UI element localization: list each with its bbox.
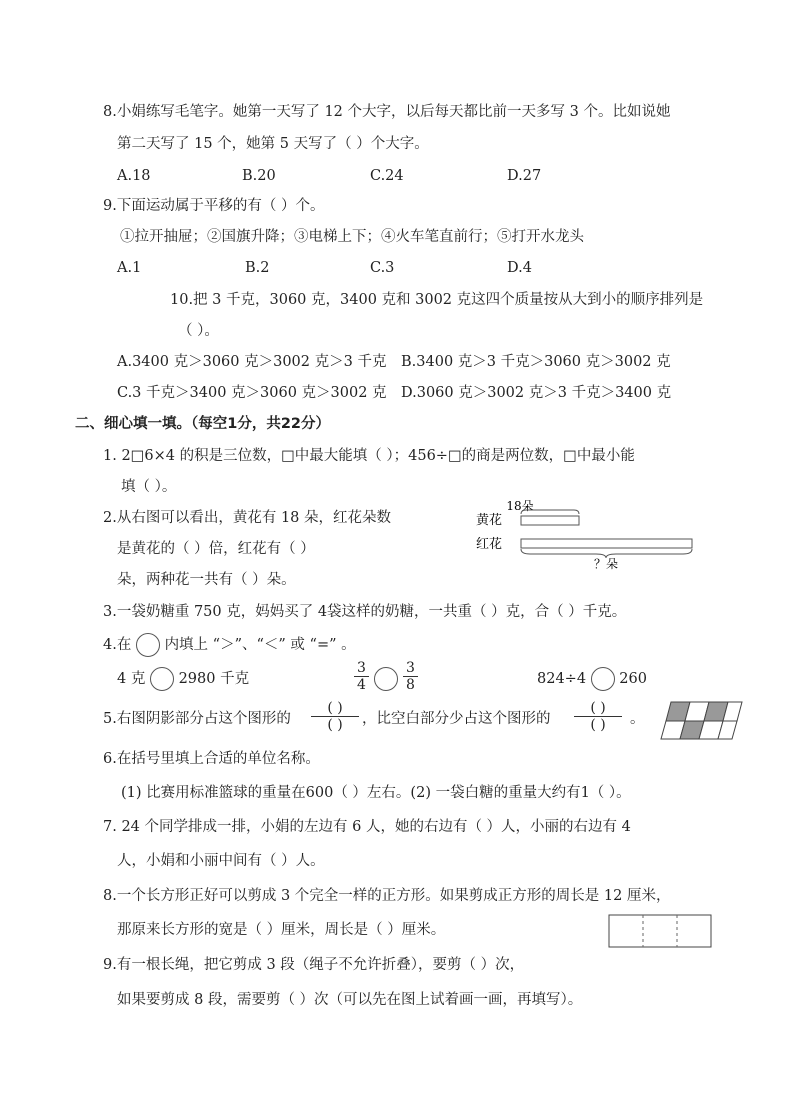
flower-segment-diagram: [470, 494, 700, 574]
f8-line2: 那原来长方形的宽是（ ）厘米，周长是（ ）厘米。: [117, 922, 446, 938]
f5-blank-1[interactable]: [311, 700, 359, 733]
q8-option-a: A.18: [117, 168, 151, 184]
q10-option-a: A.3400 克＞3060 克＞3002 克＞3 千克: [117, 354, 387, 370]
diagram-18-label: 18朵: [506, 499, 534, 513]
q9-option-a: A.1: [117, 260, 142, 276]
f4-prefix: 4.在: [103, 637, 132, 653]
q10-line2: （ ）。: [178, 323, 219, 339]
q8-option-c: C.24: [370, 168, 404, 184]
frac-right-num: 3: [403, 660, 418, 677]
q10-line1: 10.把 3 千克，3060 克，3400 克和 3002 克这四个质量按从大到小的顺序排列是: [170, 292, 704, 308]
f4-instruction: 内填上 “＞”、“＜” 或 “=” 。: [164, 637, 356, 653]
f1-line1: 1. 2□6×4 的积是三位数，□中最大能填（ ）；456÷□的商是两位数，□中最小能: [103, 448, 635, 464]
q10-option-b: B.3400 克＞3 千克＞3060 克＞3002 克: [401, 354, 671, 370]
q9-option-d: D.4: [507, 260, 532, 276]
compare-circle-3[interactable]: [591, 667, 615, 691]
q8-line1: 8.小娟练写毛笔字。她第一天写了 12 个大字，以后每天都比前一天多写 3 个。比如说她: [103, 104, 671, 120]
f7-line2: 人，小娟和小丽中间有（ ）人。: [117, 853, 325, 869]
q9-option-b: B.2: [245, 260, 270, 276]
f4-line1: [103, 633, 356, 657]
f8-line1: 8.一个长方形正好可以剪成 3 个完全一样的正方形。如果剪成正方形的周长是 12 厘米，: [103, 888, 671, 904]
diagram-question-label: ？朵: [593, 557, 619, 571]
compare-circle-1[interactable]: [150, 667, 174, 691]
q9-line2: ①拉开抽屉；②国旗升降；③电梯上下；④火车笔直前行；⑤打开水龙头: [120, 229, 584, 245]
f7-line1: 7. 24 个同学排成一排，小娟的左边有 6 人，她的右边有（ ）人，小丽的右边有 4: [103, 819, 631, 835]
rectangle-three-squares: [608, 914, 714, 950]
red-bar: [521, 539, 692, 548]
f5-blank-1-top: ( ): [311, 700, 359, 717]
diagram-yellow-label: 黄花: [476, 513, 503, 528]
q8-line2: 第二天写了 15 个，她第 5 天写了（ ）个大字。: [117, 136, 429, 152]
diagram-red-label: 红花: [476, 537, 503, 552]
f4-item3-left: 824÷4: [537, 671, 587, 687]
f9-line2: 如果要剪成 8 段，需要剪（ ）次（可以先在图上试着画一画，再填写）。: [117, 992, 583, 1008]
f5-blank-1-bot: ( ): [327, 717, 343, 733]
f4-item3-right: 260: [619, 671, 647, 687]
q9-option-c: C.3: [370, 260, 395, 276]
f2-line3: 朵，两种花一共有（ ）朵。: [117, 572, 296, 588]
f4-frac-left: [354, 660, 369, 693]
rectangle-outline: [609, 915, 711, 947]
f2-line1: 2.从右图可以看出，黄花有 18 朵，红花朵数: [103, 510, 392, 526]
f5-blank-2[interactable]: [574, 700, 622, 733]
q10-option-c: C.3 千克＞3400 克＞3060 克＞3002 克: [117, 385, 387, 401]
f2-line2: 是黄花的（ ）倍，红花有（ ）: [117, 541, 315, 557]
q8-option-d: D.27: [507, 168, 542, 184]
section2-title: 二、细心填一填。（每空1分，共22分）: [75, 416, 331, 432]
f6-line1: 6.在括号里填上合适的单位名称。: [103, 751, 320, 767]
compare-circle-2[interactable]: [374, 667, 398, 691]
frac-left-den: 4: [357, 677, 366, 693]
q10-option-d: D.3060 克＞3002 克＞3 千克＞3400 克: [401, 385, 672, 401]
f5-part2: ，比空白部分少占这个图形的: [362, 711, 551, 727]
f4-item1-left: 4 克: [117, 671, 146, 687]
f3-line1: 3.一袋奶糖重 750 克，妈妈买了 4袋这样的奶糖，一共重（ ）克，合（ ）千克。: [103, 604, 627, 620]
f4-item1-right: 2980 千克: [178, 671, 250, 687]
compare-circle-sample: [136, 633, 160, 657]
f5-period: 。: [630, 711, 645, 727]
yellow-bar: [521, 516, 579, 525]
f6-line2: (1) 比赛用标准篮球的重量在600（ ）左右。(2) 一袋白糖的重量大约有1（ ）。: [121, 785, 631, 801]
q8-option-b: B.20: [242, 168, 276, 184]
f4-item3: [537, 667, 647, 691]
frac-right-den: 8: [406, 677, 415, 693]
f9-line1: 9.有一根长绳，把它剪成 3 段（绳子不允许折叠），要剪（ ）次，: [103, 957, 525, 973]
f5-part1: 5.右图阴影部分占这个图形的: [103, 711, 291, 727]
shaded-parallelogram-figure: [656, 700, 746, 742]
f4-frac-right: [403, 660, 418, 693]
q9-line1: 9.下面运动属于平移的有（ ）个。: [103, 198, 325, 214]
f1-line2: 填（ ）。: [121, 479, 177, 495]
f5-blank-2-bot: ( ): [590, 717, 606, 733]
f4-item1: [117, 667, 249, 691]
frac-left-num: 3: [354, 660, 369, 677]
f5-blank-2-top: ( ): [574, 700, 622, 717]
